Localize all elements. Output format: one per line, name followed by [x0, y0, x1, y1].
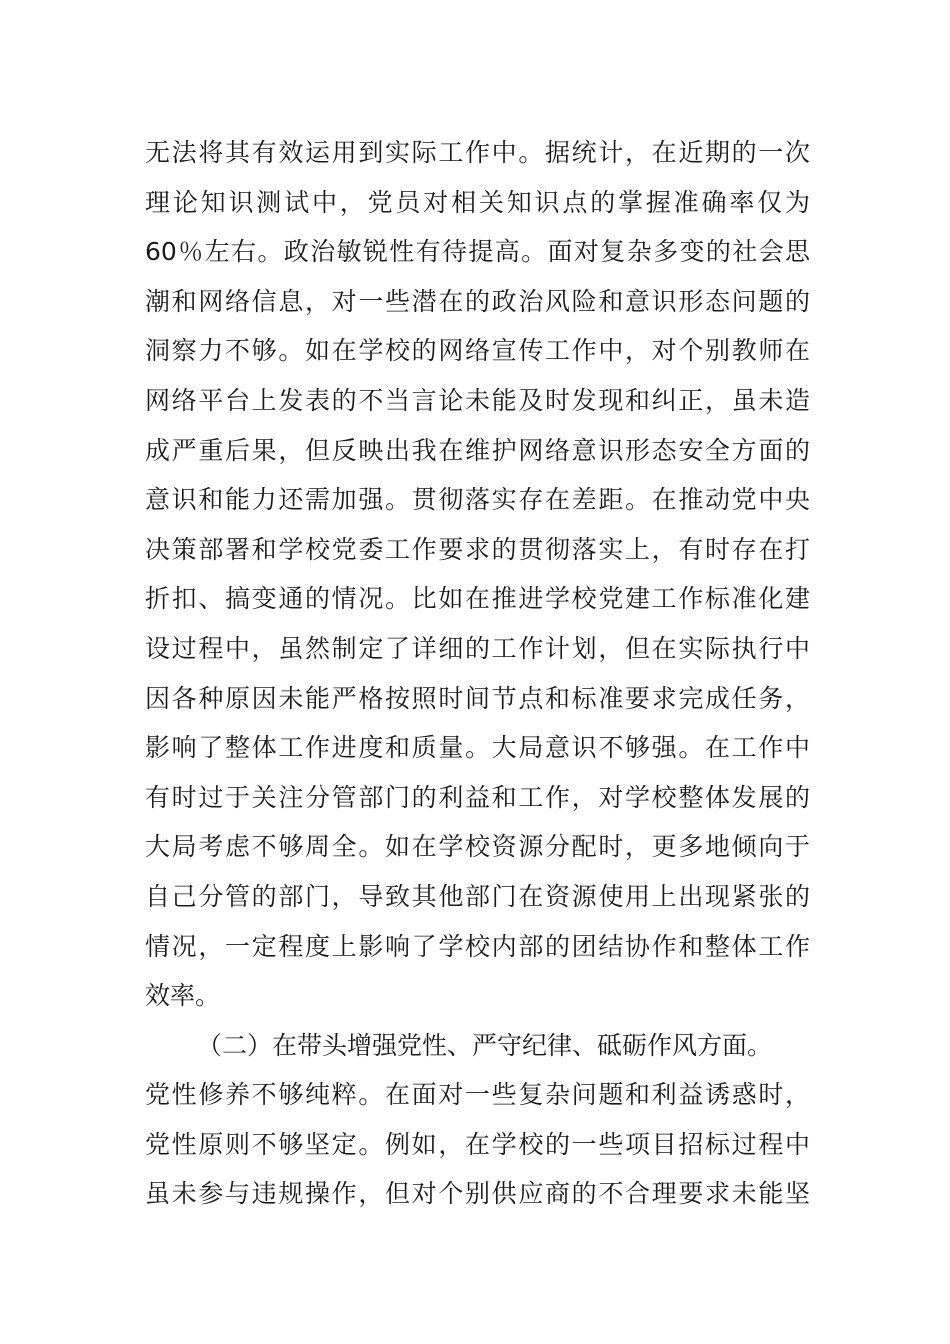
text-line: 60％左右。政治敏锐性有待提高。面对复杂多变的社会思: [145, 237, 810, 267]
text-line: 党性原则不够坚定。例如，在学校的一些项目招标过程中: [145, 1129, 810, 1159]
text-line: 无法将其有效运用到实际工作中。据统计，在近期的一次: [145, 138, 810, 167]
text-line: 影响了整体工作进度和质量。大局意识不够强。在工作中: [145, 733, 810, 763]
text-line: 决策部署和学校党委工作要求的贯彻落实上，有时存在打: [145, 534, 810, 564]
text-line: 大局考虑不够周全。如在学校资源分配时，更多地倾向于: [145, 832, 810, 862]
text-line: 自己分管的部门，导致其他部门在资源使用上出现紧张的: [145, 881, 810, 911]
text-line: 网络平台上发表的不当言论未能及时发现和纠正，虽未造: [145, 385, 810, 415]
text-line: 虽未参与违规操作，但对个别供应商的不合理要求未能坚: [145, 1179, 810, 1209]
body-text: [145, 128, 810, 1219]
text-line: 情况，一定程度上影响了学校内部的团结协作和整体工作: [145, 931, 810, 961]
text-line: 潮和网络信息，对一些潜在的政治风险和意识形态问题的: [145, 286, 810, 316]
text-line: 意识和能力还需加强。贯彻落实存在差距。在推动党中央: [145, 485, 810, 515]
text-line: 有时过于关注分管部门的利益和工作，对学校整体发展的: [145, 782, 810, 812]
text-line: 理论知识测试中，党员对相关知识点的掌握准确率仅为: [145, 187, 810, 217]
text-line: 党性修养不够纯粹。在面对一些复杂问题和利益诱惑时，: [145, 1080, 810, 1110]
section-heading: （二）在带头增强党性、严守纪律、砥砺作风方面。: [197, 1030, 773, 1060]
text-line: 因各种原因未能严格按照时间节点和标准要求完成任务，: [145, 683, 810, 713]
text-line: 折扣、搞变通的情况。比如在推进学校党建工作标准化建: [145, 584, 810, 614]
text-line: 洞察力不够。如在学校的网络宣传工作中，对个别教师在: [145, 336, 810, 366]
text-line: 成严重后果，但反映出我在维护网络意识形态安全方面的: [145, 435, 810, 465]
text-line: 效率。: [145, 981, 221, 1011]
text-line: 设过程中，虽然制定了详细的工作计划，但在实际执行中: [145, 633, 810, 663]
